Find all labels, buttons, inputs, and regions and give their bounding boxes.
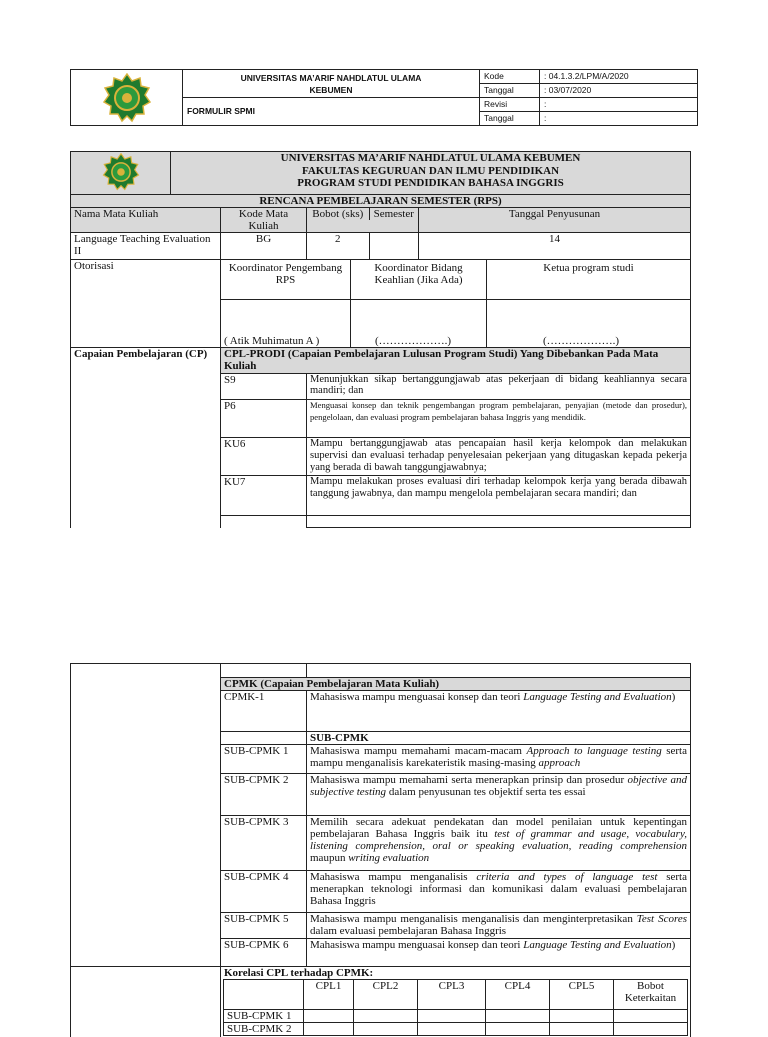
tanggal-value: : 03/07/2020	[540, 84, 698, 98]
sub-cpmk-text-part: )	[671, 939, 676, 951]
sub-cpmk-heading: SUB-CPMK	[307, 732, 691, 745]
korelasi-col-cpl4: CPL4	[486, 980, 550, 1010]
course-semester	[369, 233, 418, 259]
otorisasi-label: Otorisasi	[71, 260, 221, 348]
empty-cell	[307, 664, 691, 678]
korelasi-cell	[304, 1023, 354, 1036]
sub-cpmk-text-part: Memilih secara adekuat pendekatan dan model penilaian untuk kepentingan pembelajaran Bahasa Inggris baik itu	[310, 816, 687, 840]
sub-cpmk-text	[307, 816, 691, 871]
col-tanggal-penyusunan: Tanggal Penyusunan	[419, 208, 691, 233]
cpl-code: P6	[221, 400, 307, 438]
korelasi-cell	[418, 1023, 486, 1036]
korelasi-table	[223, 979, 688, 1036]
cpl-prodi-heading: CPL-PRODI (Capaian Pembelajaran Lulusan Program Studi) Yang Dibebankan Pada Mata Kuliah	[221, 348, 691, 374]
cpl-empty-code	[221, 516, 307, 528]
cpl-text: Mampu melakukan proses evaluasi diri terhadap kelompok kerja yang berada dibawah tanggung jawabnya, dan mampu mengelola pembelajaran secara mandiri; dan	[307, 476, 691, 516]
korelasi-cell	[614, 1023, 688, 1036]
sub-cpmk-text	[307, 913, 691, 939]
sub-cpmk-text	[307, 939, 691, 967]
korelasi-cell	[550, 1010, 614, 1023]
sub-cpmk-text-italic: criteria and types of language test	[476, 871, 658, 883]
cpl-text: Menguasai konsep dan teknik pengembangan program pembelajaran, penyajian (metode dan prosedur), pengelolaan, dan evaluasi program pembelajaran bahasa Inggris yang mendidik.	[307, 400, 691, 438]
cpl-empty-text	[307, 516, 691, 528]
ketua-program-studi: Ketua program studi	[487, 260, 691, 300]
sub-cpmk-text-part: maupun	[310, 852, 349, 864]
sub-cpmk-text-part: Mahasiswa mampu memahami macam-macam	[310, 745, 527, 757]
cpl-code: S9	[221, 374, 307, 400]
sign-ketua: (……………….)	[487, 300, 691, 348]
course-bobot: 2	[307, 233, 369, 259]
empty-cell	[221, 664, 307, 678]
university-logo-icon	[102, 73, 152, 123]
empty-cell	[221, 732, 307, 745]
cpl-text: Mampu bertanggungjawab atas pencapaian hasil kerja kelompok dan melakukan supervisi dan evaluasi terhadap penyelesaian pekerjaan yang ditugaskan kepada pekerja yang berada di bawah tanggungjawabnya;	[307, 438, 691, 476]
korelasi-cell	[486, 1023, 550, 1036]
sub-cpmk-code: SUB-CPMK 3	[221, 816, 307, 871]
sign-koordinator: ( Atik Muhimatun A )	[221, 300, 351, 348]
korelasi-col-cpl1: CPL1	[304, 980, 354, 1010]
korelasi-cell	[550, 1023, 614, 1036]
cpmk-heading: CPMK (Capaian Pembelajaran Mata Kuliah)	[221, 678, 691, 691]
tanggal-revisi-value: :	[540, 112, 698, 126]
sub-cpmk-text-italic: Approach to language testing	[526, 745, 662, 757]
cpmk-text-part: Mahasiswa mampu menguasai konsep dan teori	[310, 691, 524, 703]
korelasi-cell	[614, 1010, 688, 1023]
korelasi-cell	[354, 1010, 418, 1023]
korelasi-col-cpl3: CPL3	[418, 980, 486, 1010]
rps-title-line-4: RENCANA PEMBELAJARAN SEMESTER (RPS)	[71, 195, 691, 208]
university-logo-icon	[102, 153, 140, 191]
sign-bidang: (……………….)	[351, 300, 487, 348]
rps-table	[70, 151, 691, 528]
left-empty-column	[71, 664, 221, 967]
sub-cpmk-text-part: dalam evaluasi pembelajaran Bahasa Inggris	[310, 925, 507, 937]
korelasi-cell	[418, 1010, 486, 1023]
sub-cpmk-text-italic: objective and subjective testing	[310, 774, 687, 798]
form-header-table	[70, 69, 698, 126]
cpl-text: Menunjukkan sikap bertanggungjawab atas pekerjaan di bidang keahliannya secara mandiri; dan	[307, 374, 691, 400]
sub-cpmk-text-part: Mahasiswa mampu memahami serta menerapkan prinsip dan prosedur	[310, 774, 628, 786]
cpl-code: KU6	[221, 438, 307, 476]
korelasi-cell	[304, 1010, 354, 1023]
form-name: FORMULIR SPMI	[183, 98, 480, 126]
sub-cpmk-text	[307, 871, 691, 913]
tanggal-revisi-label: Tanggal	[480, 112, 540, 126]
cpmk-text-part: )	[671, 691, 676, 703]
sub-cpmk-text-part: dalam penyusunan tes objektif serta tes essai	[386, 786, 586, 798]
rps-logo-cell	[71, 152, 171, 195]
sub-cpmk-text-italic: Language Testing and Evaluation	[523, 939, 672, 951]
sub-cpmk-code: SUB-CPMK 4	[221, 871, 307, 913]
university-line-2: KEBUMEN	[309, 85, 353, 95]
col-nama-mata-kuliah: Nama Mata Kuliah	[71, 208, 221, 233]
sub-cpmk-code: SUB-CPMK 1	[221, 745, 307, 774]
sub-cpmk-code: SUB-CPMK 5	[221, 913, 307, 939]
rps-title-line-2: FAKULTAS KEGURUAN DAN ILMU PENDIDIKAN	[301, 164, 560, 177]
korelasi-heading: Korelasi CPL terhadap CPMK:	[224, 967, 374, 979]
korelasi-col-cpl5: CPL5	[550, 980, 614, 1010]
korelasi-row-label: SUB-CPMK 2	[224, 1023, 304, 1036]
korelasi-col	[224, 980, 304, 1010]
cpmk-text	[307, 691, 691, 732]
col-bobot: Bobot (sks)	[307, 208, 369, 220]
korelasi-col-cpl2: CPL2	[354, 980, 418, 1010]
sub-cpmk-code: SUB-CPMK 2	[221, 774, 307, 816]
capaian-pembelajaran-label: Capaian Pembelajaran (CP)	[71, 348, 221, 528]
cpmk-text-italic: Language Testing and Evaluation	[523, 691, 672, 703]
left-empty-column	[71, 967, 221, 1037]
col-bobot-semester	[307, 208, 419, 233]
cpl-code: KU7	[221, 476, 307, 516]
rps-cpmk-table	[70, 663, 691, 1037]
course-bobot-semester	[307, 233, 419, 260]
sub-cpmk-text-italic: Test Scores	[636, 913, 687, 925]
sub-cpmk-text-part: Mahasiswa mampu menganalisis	[310, 871, 477, 883]
sub-cpmk-text-part: Mahasiswa mampu menguasai konsep dan teori	[310, 939, 524, 951]
form-university-name	[183, 70, 480, 98]
logo-cell	[71, 70, 183, 126]
sub-cpmk-text-part: Mahasiswa mampu menganalisis menganalisis dan menginterpretasikan	[310, 913, 637, 925]
course-name: Language Teaching Evaluation II	[71, 233, 221, 260]
koordinator-pengembang: Koordinator Pengembang RPS	[221, 260, 351, 300]
korelasi-cell	[486, 1010, 550, 1023]
course-tanggal: 14	[419, 233, 691, 260]
sub-cpmk-text-part: serta menerapkan teknologi informasi dan komunikasi dalam evaluasi pembelajaran Bahasa Inggris	[310, 871, 687, 907]
sub-cpmk-text	[307, 774, 691, 816]
course-code: BG	[221, 233, 307, 260]
rps-title-line-1: UNIVERSITAS MA’ARIF NAHDLATUL ULAMA KEBUMEN	[280, 152, 581, 164]
koordinator-bidang: Koordinator Bidang Keahlian (Jika Ada)	[351, 260, 487, 300]
korelasi-section	[221, 967, 691, 1037]
tanggal-label: Tanggal	[480, 84, 540, 98]
sub-cpmk-text-italic: approach	[538, 757, 581, 769]
rps-title-line-3: PROGRAM STUDI PENDIDIKAN BAHASA INGGRIS	[297, 177, 564, 189]
korelasi-cell	[354, 1023, 418, 1036]
sub-cpmk-text	[307, 745, 691, 774]
kode-value: : 04.1.3.2/LPM/A/2020	[540, 70, 698, 84]
sub-cpmk-text-italic: test of grammar and usage, vocabulary, listening comprehension, oral or speaking evaluation, reading comprehension	[310, 828, 687, 852]
col-semester: Semester	[373, 208, 414, 220]
sub-cpmk-code: SUB-CPMK 6	[221, 939, 307, 967]
col-kode: Kode Mata Kuliah	[221, 208, 307, 233]
university-line-1: UNIVERSITAS MA’ARIF NAHDLATUL ULAMA	[240, 73, 422, 83]
korelasi-row-label: SUB-CPMK 1	[224, 1010, 304, 1023]
sub-cpmk-text-part: serta mampu menganalisis karekateristik masing-masing	[310, 745, 687, 769]
korelasi-col-bobot: Bobot Keterkaitan	[614, 980, 688, 1010]
revisi-value: :	[540, 98, 698, 112]
revisi-label: Revisi	[480, 98, 540, 112]
cpmk-code: CPMK-1	[221, 691, 307, 732]
sub-cpmk-text-italic: writing evaluation	[348, 852, 430, 864]
kode-label: Kode	[480, 70, 540, 84]
rps-title-block	[171, 152, 691, 195]
